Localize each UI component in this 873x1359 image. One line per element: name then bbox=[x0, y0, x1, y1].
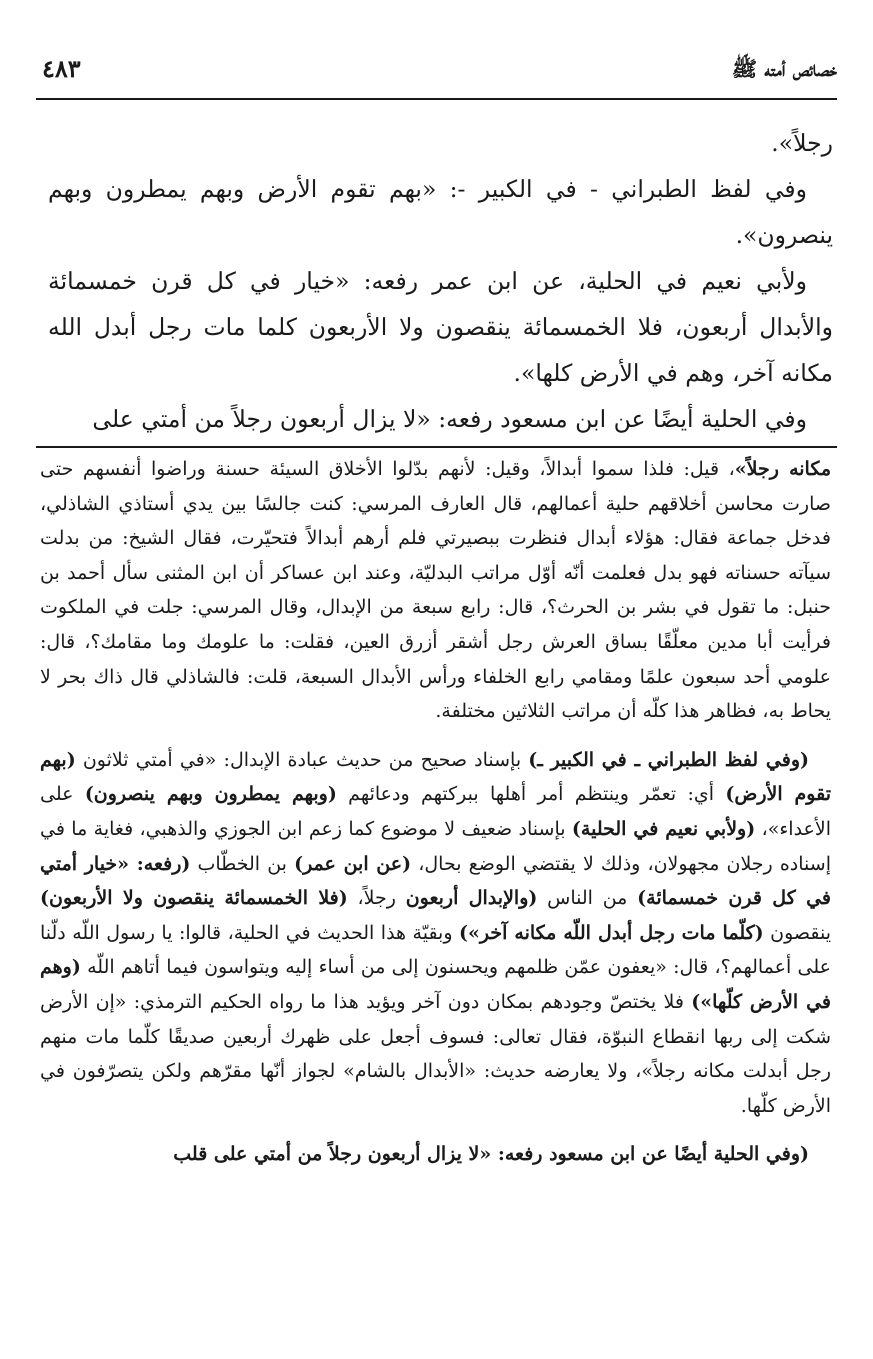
commentary-text-run: أي: تعمّر وينتظم أمر أهلها ببركتهم ودعائهم bbox=[336, 783, 726, 806]
commentary-text-run: بإسناد ضعيف لا موضوع كما زعم ابن الجوزي والذهبي، فغاية ما في إسناده رجلان مجهولان، وذلك لا يقتضي الوضع بحال، bbox=[40, 817, 831, 875]
commentary-text-run: وبقيّة هذا الحديث في الحلية، قالوا: يا رسول اللّه دلّنا على أعمالهم؟، قال: «يعفون عمّن ظلمهم ويحسنون إلى من أساء إليه ويتواسون فيما أتاهم اللّه bbox=[40, 921, 831, 979]
commentary-text-run: بن الخطّاب bbox=[190, 852, 295, 875]
quoted-phrase: (كلّما مات رجل أبدل اللّه مكانه آخر») bbox=[458, 921, 764, 944]
commentary-paragraph: (وفي الحلية أيضًا عن ابن مسعود رفعه: «لا يزال أربعون رجلاً من أمتي على قلب bbox=[173, 1143, 809, 1166]
commentary-text-run: من الناس bbox=[537, 887, 638, 910]
commentary-text-run: ، قيل: فلذا سموا أبدالاً، وقيل: لأنهم بدّلوا الأخلاق السيئة حسنة وراضوا أنفسهم حتى صارت محاسن أخلاقهم حلية أعمالهم، قال العارف المرسي: كنت جالسًا بين يدي أستاذي الشاذلي، فدخل جماعة فقال: هؤلاء أبدال فنظرت ببصيرتي فلم أرهم أبدالاً فتحيّرت، فقال الشيخ: من بدلت سيآته حسناته فهو بدل فعلمت أنّه أوّل مراتب البدليّة، وعند ابن عساكر أن ابن المثنى سأل أحمد بن حنبل: ما تقول في بشر بن الحرث؟، قال: رابع سبعة من الإبدال، وقال المرسي: جلت في الملكوت فرأيت أبا مدين معلّقًا بساق العرش رجل أشقر أزرق العين، فقلت: ما علومك وما مقامك؟، قال: علومي أحد سبعون علمًا ومقامي رابع الخلفاء ورأس الأبدال السبعة، قلت: فالشاذلي قال ذاك بحر لا يحاط به، فظاهر هذا كلّه أن مراتب الثلاثين مختلفة. bbox=[40, 458, 831, 723]
main-paragraph: رجلاً». bbox=[771, 129, 833, 157]
commentary-text bbox=[40, 452, 831, 1172]
quoted-phrase: (رفعه: «خيار أمتي في كل قرن خمسمائة) bbox=[40, 852, 832, 910]
commentary-text-run: ينقصون bbox=[763, 921, 831, 944]
quoted-phrase: (وهم في الأرض كلّها») bbox=[40, 956, 831, 1013]
commentary-text-run: بإسناد صحيح من حديث عبادة الإبدال: «في أمتي ثلاثون bbox=[75, 748, 529, 771]
commentary-paragraph bbox=[40, 743, 831, 1124]
quoted-phrase: (وفي لفظ الطبراني ـ في الكبير ـ) bbox=[528, 748, 809, 771]
main-paragraph: ولأبي نعيم في الحلية، عن ابن عمر رفعه: «خيار في كل قرن خمسمائة والأبدال أربعون، فلا الخمسمائة ينقصون ولا الأربعون كلما مات رجل أبدل الله مكانه آخر، وهم في الأرض كلها». bbox=[48, 267, 833, 387]
quoted-phrase: (والإبدال أربعون bbox=[405, 887, 538, 910]
commentary-paragraph bbox=[40, 452, 831, 729]
main-paragraph: وفي لفظ الطبراني - في الكبير -: «بهم تقوم الأرض وبهم يمطرون وبهم ينصرون». bbox=[48, 175, 833, 249]
commentary-text-run: فلا يختصّ وجودهم بمكان دون آخر ويؤيد هذا ما رواه الحكيم الترمذي: «إن الأرض شكت إلى ربها انقطاع النبوّة، فقال تعالى: فسوف أجعل على ظهرك أربعين صديقًا كلّما مات منهم رجل أبدلت مكانه رجلاً»، ولا يعارضه حديث: «الأبدال بالشام» لجواز أنّها مقرّهم ولكن يتصرّفون في الأرض كلّها. bbox=[40, 990, 831, 1117]
section-divider bbox=[36, 446, 837, 448]
quoted-phrase: مكانه رجلاً» bbox=[734, 458, 831, 480]
quoted-phrase: (ولأبي نعيم في الحلية) bbox=[571, 817, 756, 840]
header-rule bbox=[36, 98, 837, 100]
quoted-phrase: (عن ابن عمر) bbox=[294, 852, 412, 875]
quoted-phrase: (بهم تقوم الأرض) bbox=[40, 748, 832, 806]
main-paragraph: وفي الحلية أيضًا عن ابن مسعود رفعه: «لا يزال أربعون رجلاً من أمتي على bbox=[92, 405, 807, 433]
running-title: خصائص أمته ﷺ bbox=[731, 56, 837, 81]
quoted-phrase: (وبهم يمطرون وبهم ينصرون) bbox=[84, 783, 337, 806]
commentary-text-run: على الأعداء»، bbox=[40, 783, 831, 840]
main-text bbox=[48, 120, 833, 442]
page-number: ٤٨٣ bbox=[42, 54, 81, 83]
quoted-phrase: (فلا الخمسمائة ينقصون ولا الأربعون) bbox=[40, 887, 348, 910]
commentary-text-run: رجلاً، bbox=[347, 887, 406, 910]
page-header bbox=[36, 48, 837, 98]
